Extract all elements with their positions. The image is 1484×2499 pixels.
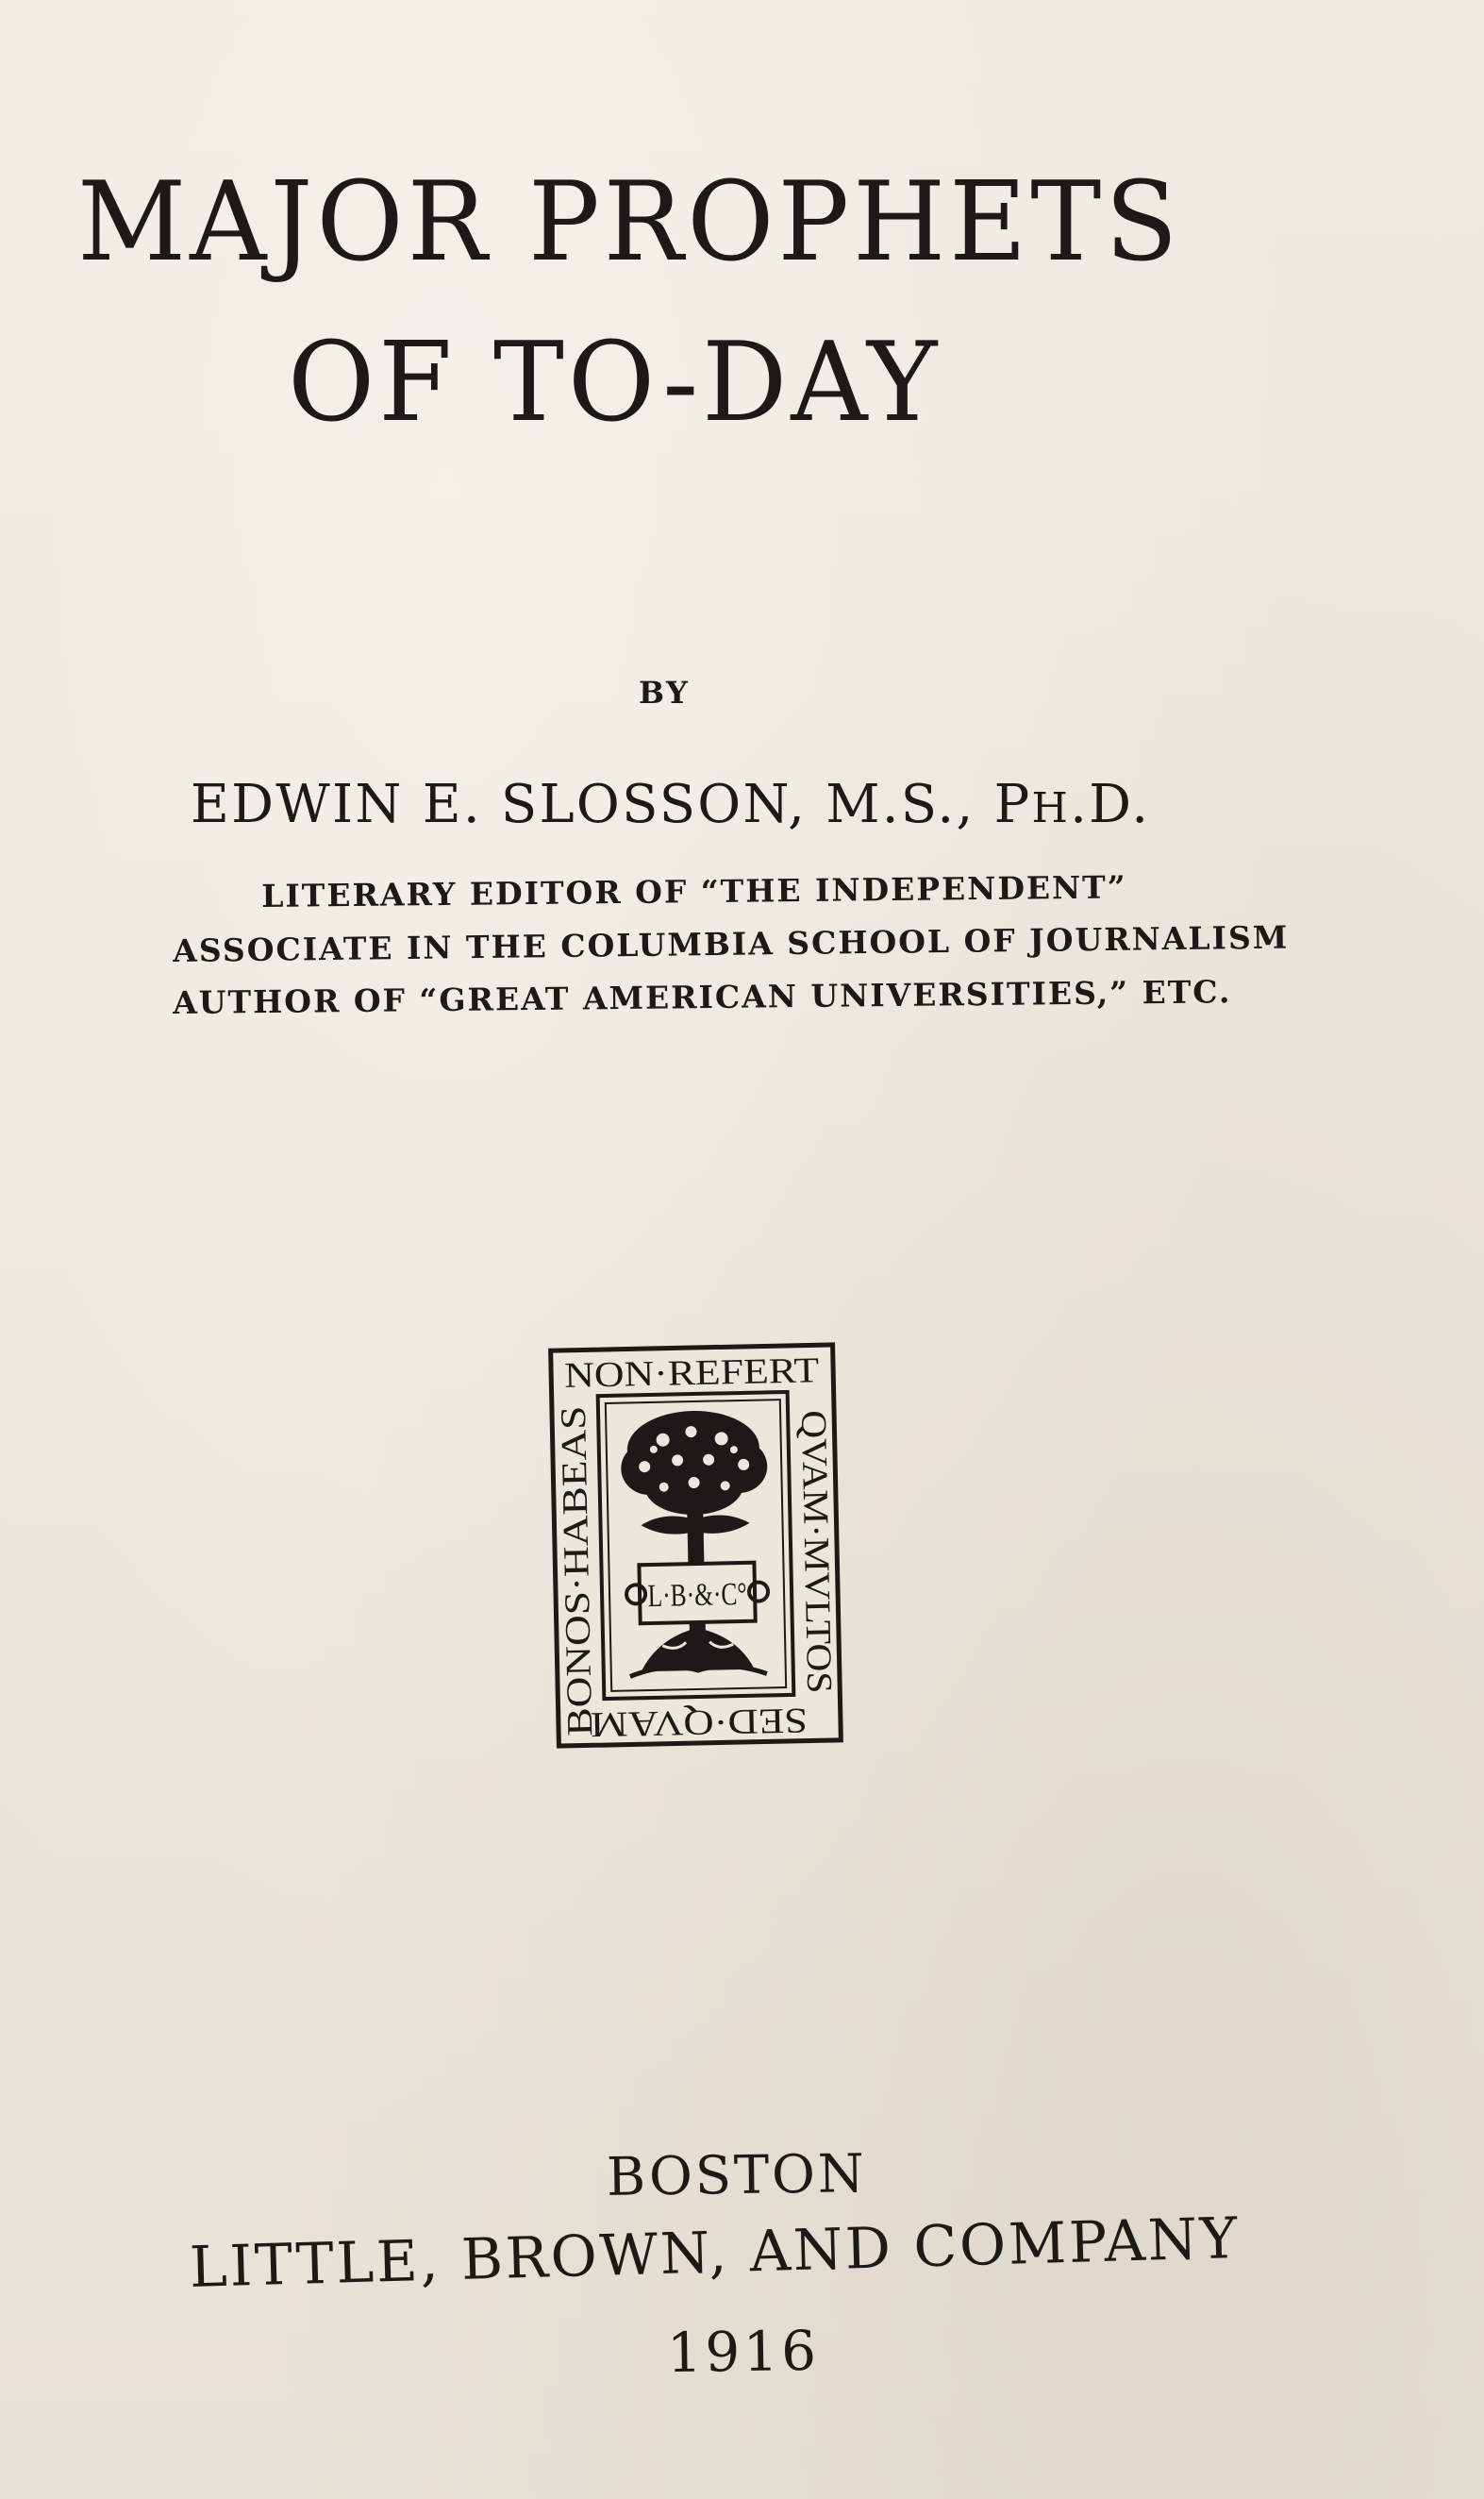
credential-line-1: LITERARY EDITOR OF “THE INDEPENDENT” — [261, 868, 1127, 914]
device-initials: L·B·&·C° — [647, 1576, 781, 1615]
degree-small: H — [1031, 784, 1071, 832]
device-motto-right: QVAM·MVLTOS — [793, 1409, 839, 1671]
credential-line-3: AUTHOR OF “GREAT AMERICAN UNIVERSITIES,” ETC. — [173, 973, 1232, 1021]
imprint-place: BOSTON — [606, 2143, 867, 2208]
degree-initial: P — [993, 774, 1032, 835]
imprint-publisher: LITTLE, BROWN, AND COMPANY — [189, 2205, 1241, 2301]
book-title-line-1: MAJOR PROPHETS — [77, 159, 1182, 286]
book-title-line-2: OF TO-DAY — [288, 319, 942, 446]
device-motto-top: NON·REFERT — [563, 1350, 786, 1396]
author-name — [191, 774, 1150, 835]
degree-tail: .D. — [1070, 774, 1151, 835]
credential-line-2: ASSOCIATE IN THE COLUMBIA SCHOOL OF JOURNALISM — [173, 918, 1290, 969]
imprint-year: 1916 — [666, 2318, 820, 2386]
device-motto-left: BONOS·HABEAS — [555, 1458, 601, 1737]
device-motto-bottom: SED·QVAM — [622, 1700, 809, 1744]
author-name-text: EDWIN E. SLOSSON, M.S., — [191, 774, 975, 835]
publisher-device-icon — [548, 1342, 844, 1749]
by-label: BY — [639, 675, 691, 711]
